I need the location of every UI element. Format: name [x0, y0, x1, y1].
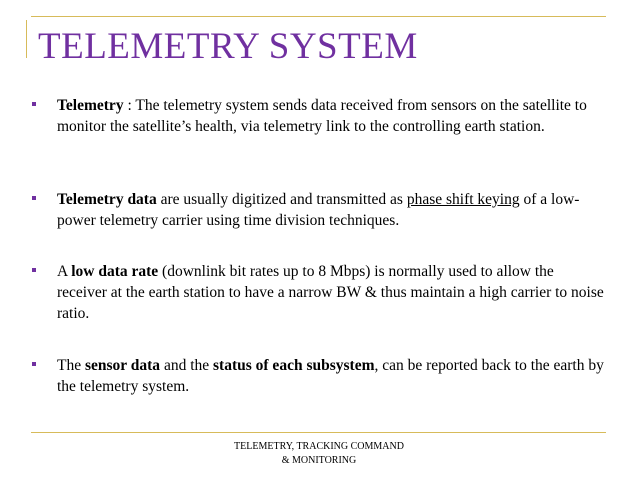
bullet-bold-lead: Telemetry — [57, 97, 124, 114]
top-divider — [31, 16, 606, 17]
slide-footer — [150, 440, 488, 468]
bullet-text: and the — [160, 357, 214, 374]
bullet-item-telemetry — [57, 95, 605, 137]
phase-shift-keying-link[interactable]: phase shift keying — [406, 191, 520, 208]
title-side-divider — [26, 20, 27, 58]
bullet-text: The — [57, 357, 85, 374]
bullet-item-sensor-data — [57, 355, 605, 397]
bullet-bold-text: low data rate — [71, 263, 159, 280]
bullet-text: of a low-power telemetry carrier using time division techniques. — [57, 191, 580, 229]
bullet-text: , can be reported back to the earth by the telemetry system. — [57, 357, 604, 395]
bullet-text: : The telemetry system sends data received from sensors on the satellite to monitor the satellite’s health, via telemetry link to the controlling earth station. — [57, 97, 587, 135]
slide-title: TELEMETRY SYSTEM — [38, 26, 418, 67]
footer-line-1: TELEMETRY, TRACKING COMMAND — [234, 441, 404, 452]
bullet-bold-text: sensor data — [84, 357, 161, 374]
bullet-text: A — [57, 263, 72, 280]
square-bullet-icon — [32, 196, 36, 200]
bullet-text: are usually digitized and transmitted as — [156, 191, 407, 208]
footer-divider — [31, 432, 606, 433]
bullet-bold-lead: Telemetry data — [57, 191, 157, 208]
square-bullet-icon — [32, 362, 36, 366]
square-bullet-icon — [32, 102, 36, 106]
footer-line-2: & MONITORING — [281, 455, 357, 466]
bullet-text: (downlink bit rates up to 8 Mbps) is normally used to allow the receiver at the earth station to have a narrow BW & thus maintain a high carrier to noise ratio. — [57, 263, 604, 322]
square-bullet-icon — [32, 268, 36, 272]
bullet-bold-text: status of each subsystem — [213, 357, 375, 374]
bullet-item-telemetry-data — [57, 189, 605, 231]
bullet-item-low-data-rate — [57, 261, 605, 324]
